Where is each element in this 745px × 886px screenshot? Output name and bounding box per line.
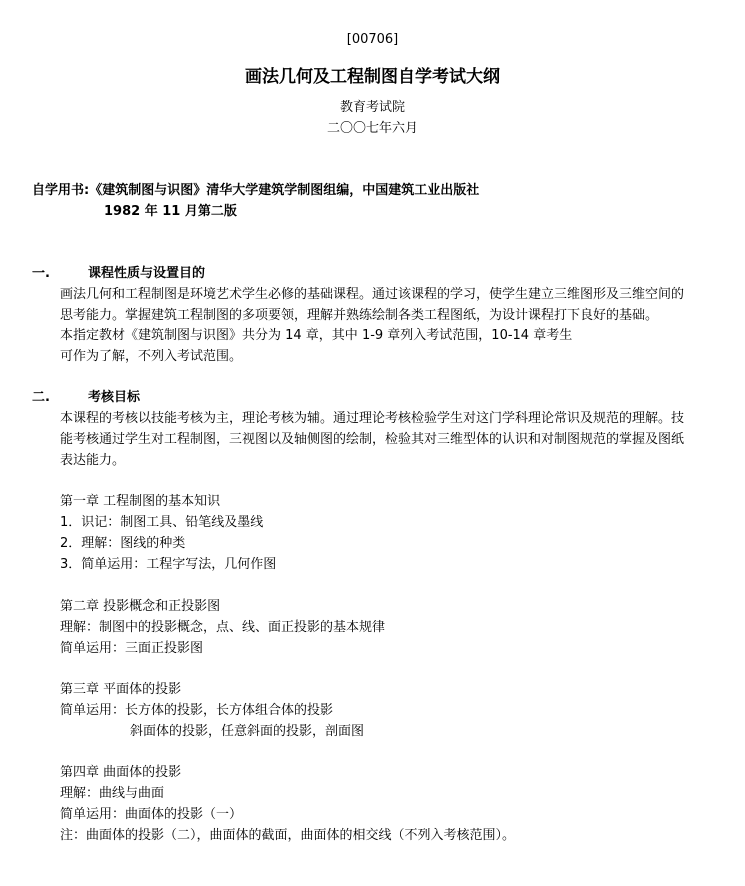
textbook-edition: 1982 年 11 月第二版 [104, 204, 237, 219]
chapter-title: 第三章 平面体的投影 [60, 682, 182, 697]
chapter-item: 理解：曲线与曲面 [60, 786, 165, 801]
chapter-item: 注：曲面体的投影（二），曲面体的截面，曲面体的相交线（不列入考核范围）。 [60, 828, 516, 843]
section-heading [32, 386, 140, 405]
issuing-organization: 教育考试院 [339, 100, 405, 115]
paragraph-line: 画法几何和工程制图是环境艺术学生必修的基础课程。通过该课程的学习，使学生建立三维图形及三维空间的 [60, 287, 685, 302]
section-number: 二. [32, 390, 50, 405]
chapter-title: 第二章 投影概念和正投影图 [60, 599, 221, 614]
paragraph-line: 表达能力。 [60, 453, 126, 468]
issue-date: 二〇〇七年六月 [326, 121, 418, 136]
chapter-title: 第一章 工程制图的基本知识 [60, 494, 221, 509]
chapter-item: 简单运用：曲面体的投影（一） [60, 807, 243, 822]
paragraph-line: 思考能力。掌握建筑工程制图的多项要领，理解并熟练绘制各类工程图纸，为设计课程打下良好的基础。 [60, 308, 659, 323]
section-title: 课程性质与设置目的 [88, 266, 206, 281]
paragraph-line: 本指定教材《建筑制图与识图》共分为 14 章，其中 1-9 章列入考试范围，10-14 章考生 [60, 328, 573, 343]
chapter-item: 1．识记：制图工具、铅笔线及墨线 [60, 515, 264, 530]
chapter-item: 3．简单运用：工程字写法，几何作图 [60, 557, 277, 572]
paragraph-line: 能考核通过学生对工程制图，三视图以及轴侧图的绘制，检验其对三维型体的认识和对制图规范的掌握及图纸 [60, 432, 685, 447]
chapter-item: 简单运用：三面正投影图 [60, 641, 204, 656]
chapter-item: 理解：制图中的投影概念，点、线、面正投影的基本规律 [60, 620, 386, 635]
paragraph-line: 可作为了解，不列入考试范围。 [60, 349, 243, 364]
chapter-item: 2．理解：图线的种类 [60, 536, 186, 551]
chapter-title: 第四章 曲面体的投影 [60, 765, 182, 780]
section-heading [32, 262, 205, 281]
paragraph-line: 本课程的考核以技能考核为主，理论考核为辅。通过理论考核检验学生对这门学科理论常识及规范的理解。技 [60, 411, 685, 426]
page-title: 画法几何及工程制图自学考试大纲 [245, 67, 500, 87]
chapter-item: 简单运用：长方体的投影，长方体组合体的投影 [60, 703, 334, 718]
course-code: [00706] [346, 32, 399, 47]
textbook-line: 自学用书:《建筑制图与识图》清华大学建筑学制图组编，中国建筑工业出版社 [32, 183, 480, 198]
section-title: 考核目标 [88, 390, 141, 405]
chapter-item: 斜面体的投影，任意斜面的投影，剖面图 [130, 724, 365, 739]
section-number: 一. [32, 266, 50, 281]
